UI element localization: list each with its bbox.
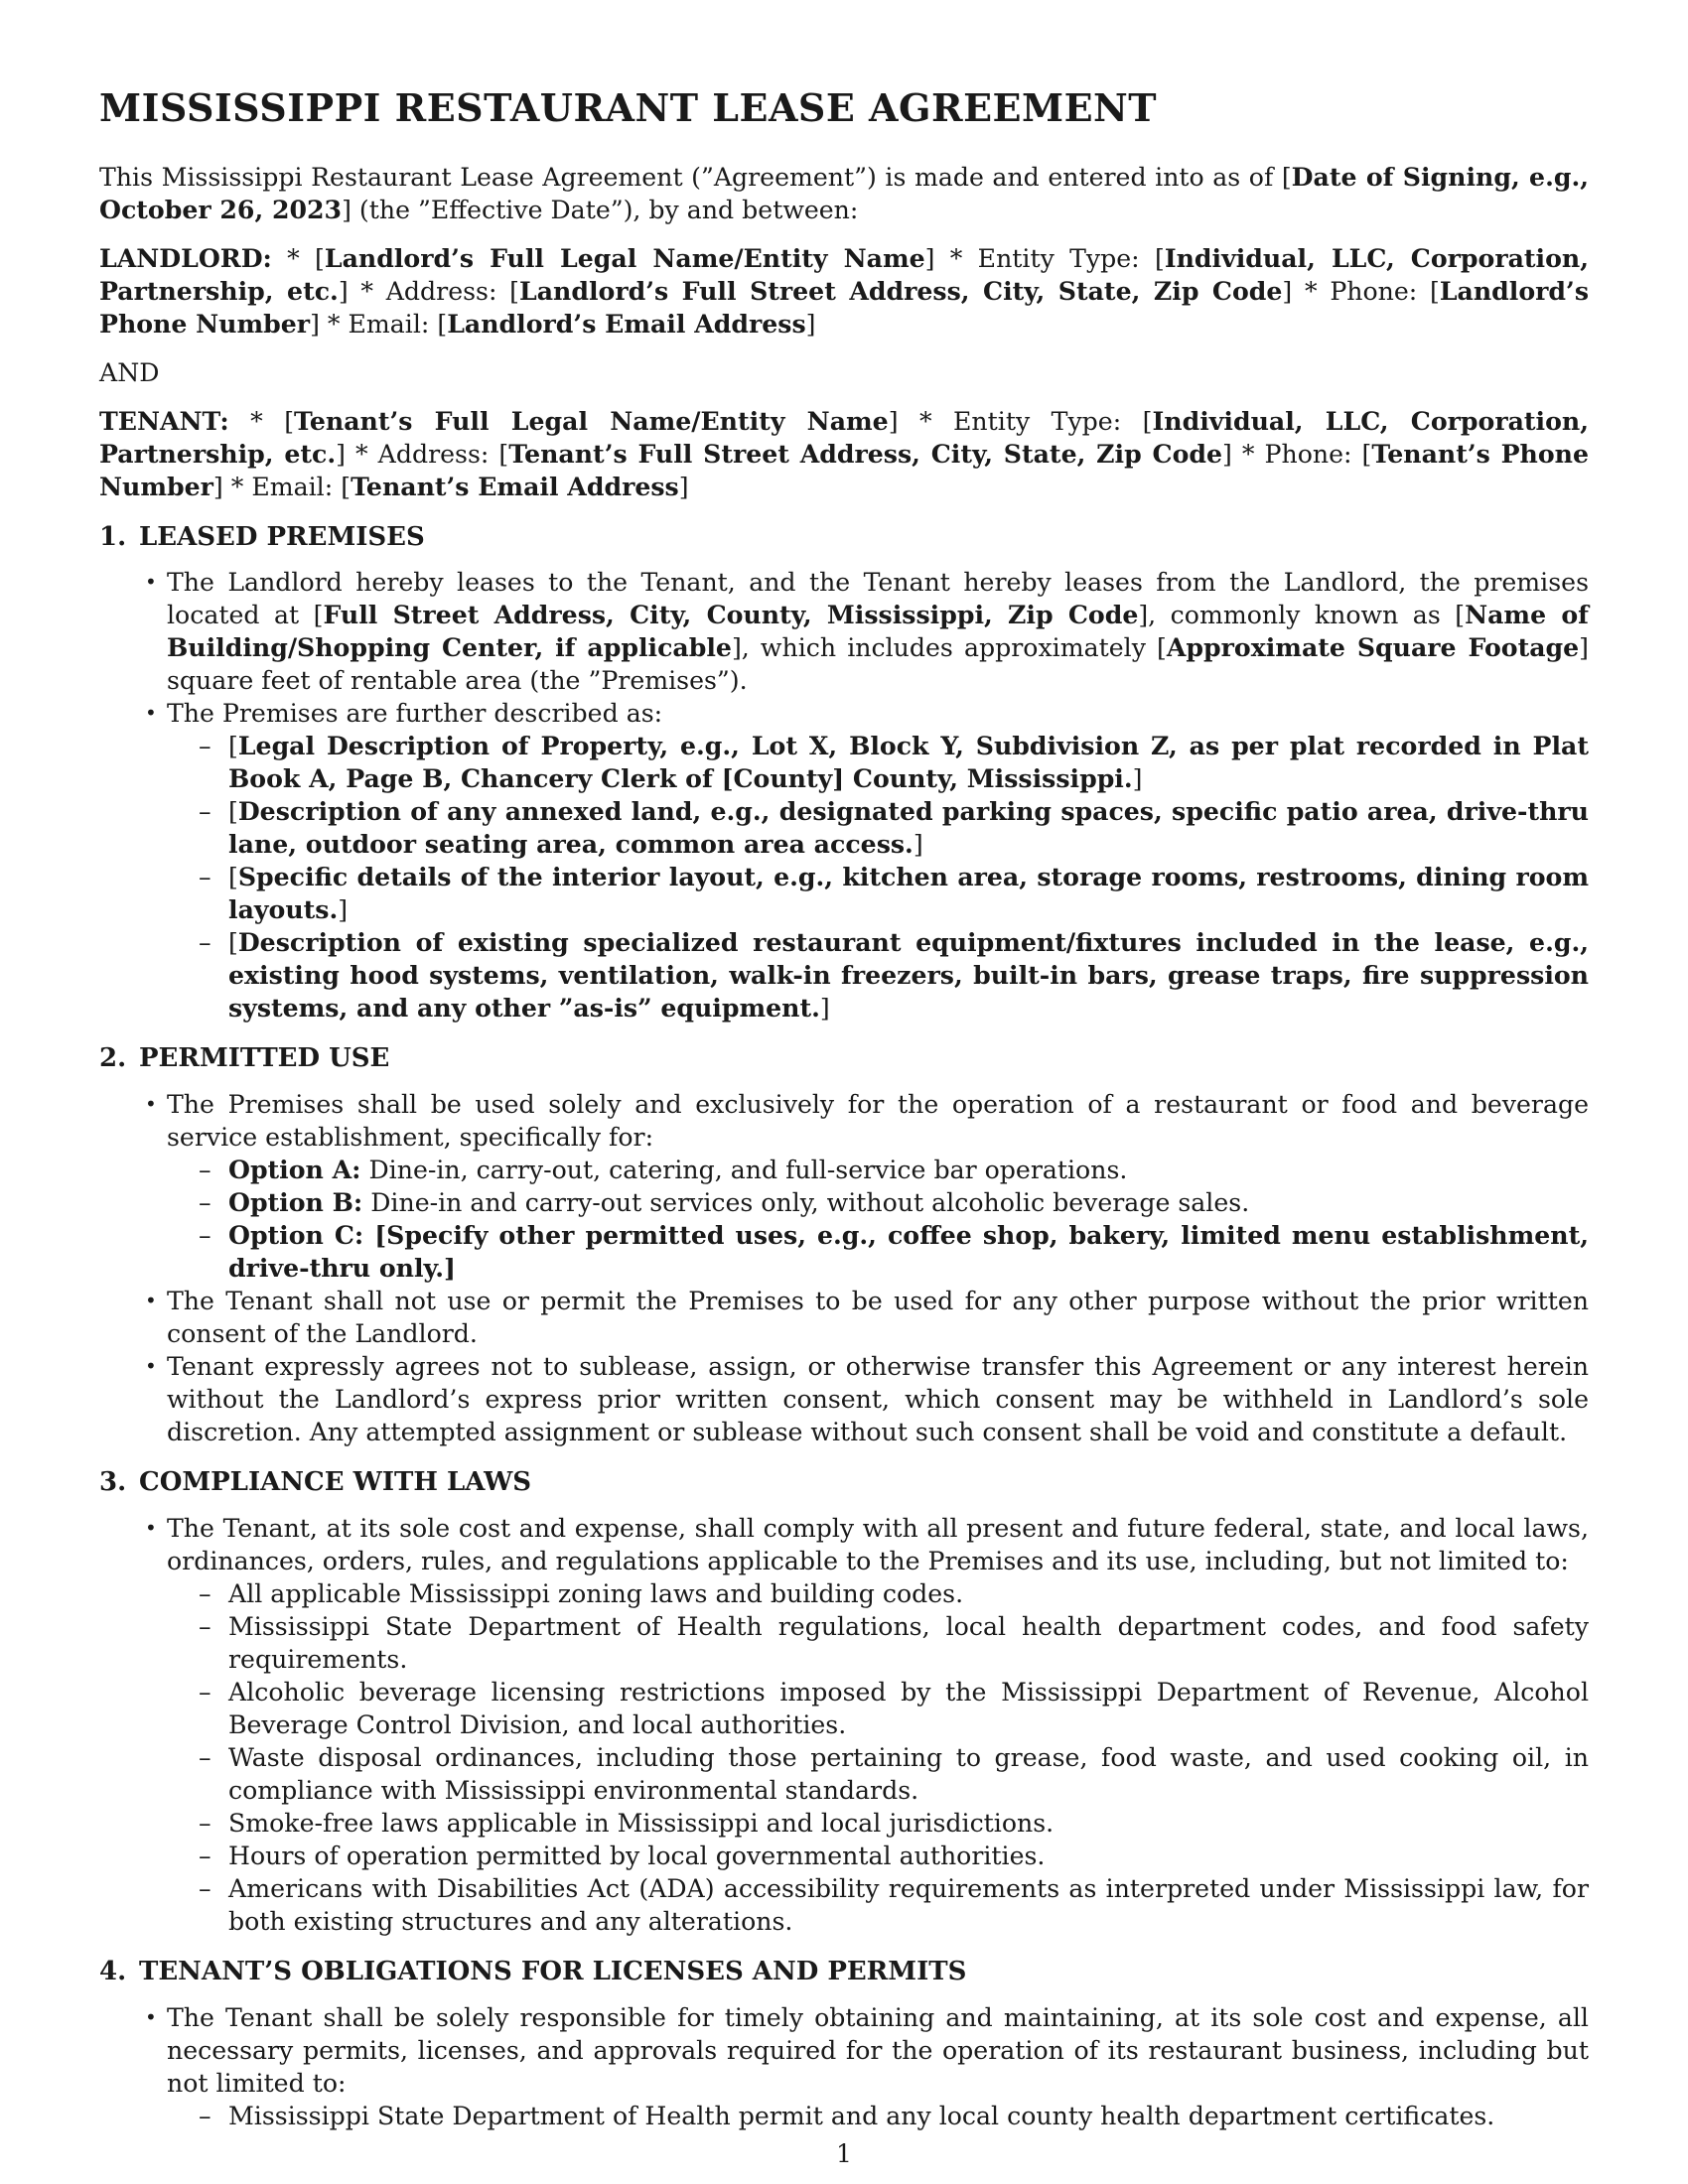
landlord-entity-type: Individual, LLC, Corporation, Partnership, etc. xyxy=(99,242,1590,306)
compliance-items xyxy=(167,1577,1589,1938)
tenant-address: Tenant’s Full Street Address, City, State, Zip Code xyxy=(508,438,1223,469)
list-item: – Hours of operation permitted by local governmental authorities. xyxy=(167,1840,1589,1872)
list-item: – Americans with Disabilities Act (ADA) accessibility requirements as interpreted under Mississippi law, for both existing structures and any alterations. xyxy=(167,1872,1589,1938)
section-heading-compliance: 3. COMPLIANCE WITH LAWS xyxy=(99,1467,532,1498)
intro-paragraph: This Mississippi Restaurant Lease Agreement (”Agreement”) is made and entered into as of [Date of Signing, e.g., October 26, 2023] (the ”Effective Date”), by and between: xyxy=(99,161,1589,224)
list-item: • The Tenant shall be solely responsible for timely obtaining and maintaining, at its sole cost and expense, all necessary permits, licenses, and approvals required for the operation of its restaurant business, including but not limited to: – Mississippi State Department of Health permit and any local county health department certificates. xyxy=(99,2001,1589,2132)
list-item: – [Legal Description of Property, e.g., Lot X, Block Y, Subdivision Z, as per plat recorded in Plat Book A, Page B, Chancery Clerk of [County] County, Mississippi.] xyxy=(167,730,1589,795)
list-item: • The Tenant, at its sole cost and expense, shall comply with all present and future federal, state, and local laws, ordinances, orders, rules, and regulations applicable to the Premises and its use, including, but not limited to: – All applicable Mississippi zoning laws and building codes. – Mississippi State Department of Health regulations, local health department codes, and food safety requirements. – Alcoholic beverage licensing restrictions imposed by the Mississippi Department of Revenue, Alcohol Beverage Control Division, and local authorities. – Waste disposal ordinances, including those pertaining to grease, food waste, and used cooking oil, in compliance with Mississippi environmental standards. – Smoke-free laws applicable in Mississippi and local jurisdictions. – Hours of operation permitted by local governmental authorities. – Americans with Disabilities Act (ADA) accessibility requirements as interpreted under Mississippi law, for both existing structures and any alterations. xyxy=(99,1512,1589,1938)
premises-description-list xyxy=(167,730,1589,1024)
section-heading-permitted-use: 2. PERMITTED USE xyxy=(99,1043,390,1074)
document-title: MISSISSIPPI RESTAURANT LEASE AGREEMENT xyxy=(99,85,1158,130)
section-2-list xyxy=(99,1088,1589,1448)
tenant-label: TENANT: xyxy=(99,405,229,436)
section-3-list xyxy=(99,1512,1589,1938)
tenant-name: Tenant’s Full Legal Name/Entity Name xyxy=(294,405,889,436)
list-item: – [Description of any annexed land, e.g., designated parking spaces, specific patio area, drive-thru lane, outdoor seating area, common area access.] xyxy=(167,795,1589,861)
section-heading-leased-premises: 1. LEASED PREMISES xyxy=(99,521,425,552)
landlord-phone: Landlord’s Phone Number xyxy=(99,275,1589,339)
list-item: – All applicable Mississippi zoning laws and building codes. xyxy=(167,1577,1589,1610)
list-item: – Mississippi State Department of Health regulations, local health department codes, and food safety requirements. xyxy=(167,1610,1589,1676)
landlord-email: Landlord’s Email Address xyxy=(447,308,806,339)
permitted-use-options xyxy=(167,1154,1589,1285)
list-item: • The Tenant shall not use or permit the Premises to be used for any other purpose without the prior written consent of the Landlord. xyxy=(99,1285,1589,1350)
section-1-list xyxy=(99,566,1589,1024)
list-item: – [Specific details of the interior layout, e.g., kitchen area, storage rooms, restrooms, dining room layouts.] xyxy=(167,861,1589,926)
list-item: – Smoke-free laws applicable in Mississippi and local jurisdictions. xyxy=(167,1807,1589,1840)
and-separator: AND xyxy=(99,357,160,387)
list-item: • The Landlord hereby leases to the Tenant, and the Tenant hereby leases from the Landlord, the premises located at [Full Street Address, City, County, Mississippi, Zip Code], commonly known as [Name of Building/Shopping Center, if applicable], which includes approximately [Approximate Square Footage] square feet of rentable area (the ”Premises”). xyxy=(99,566,1589,697)
tenant-email: Tenant’s Email Address xyxy=(351,471,679,501)
list-item: – Mississippi State Department of Health permit and any local county health department certificates. xyxy=(167,2100,1589,2132)
tenant-phone: Tenant’s Phone Number xyxy=(99,438,1589,501)
list-item: – Option A: Dine-in, carry-out, catering, and full-service bar operations. xyxy=(167,1154,1589,1186)
list-item: • The Premises are further described as: – [Legal Description of Property, e.g., Lot X, Block Y, Subdivision Z, as per plat recorded in Plat Book A, Page B, Chancery Clerk of [County] County, Mississippi.] – [Description of any annexed land, e.g., designated parking spaces, specific patio area, drive-thru lane, outdoor seating area, common area access.] – [Specific details of the interior layout, e.g., kitchen area, storage rooms, restrooms, dining room layouts.] – [Description of existing specialized restaurant equipment/fixtures included in the lease, e.g., existing hood systems, ventilation, walk-in freezers, built-in bars, grease traps, fire suppression systems, and any other ”as-is” equipment.] xyxy=(99,697,1589,1024)
landlord-label: LANDLORD: xyxy=(99,242,272,273)
landlord-name: Landlord’s Full Legal Name/Entity Name xyxy=(324,242,925,273)
landlord-block: LANDLORD: * [Landlord’s Full Legal Name/Entity Name] * Entity Type: [Individual, LLC, Corporation, Partnership, etc.] * Address: [Landlord’s Full Street Address, City, State, Zip Code] * Phone: [Landlord’s Phone Number] * Email: [Landlord’s Email Address] xyxy=(99,242,1590,339)
landlord-address: Landlord’s Full Street Address, City, State, Zip Code xyxy=(519,275,1283,306)
section-heading-licenses-permits: 4. TENANT’S OBLIGATIONS FOR LICENSES AND PERMITS xyxy=(99,1956,967,1986)
section-4-list xyxy=(99,2001,1589,2132)
list-item: – Option B: Dine-in and carry-out services only, without alcoholic beverage sales. xyxy=(167,1186,1589,1219)
list-item: – Option C: [Specify other permitted uses, e.g., coffee shop, bakery, limited menu establishment, drive-thru only.] xyxy=(167,1219,1589,1285)
tenant-block: TENANT: * [Tenant’s Full Legal Name/Entity Name] * Entity Type: [Individual, LLC, Corporation, Partnership, etc.] * Address: [Tenant’s Full Street Address, City, State, Zip Code] * Phone: [Tenant’s Phone Number] * Email: [Tenant’s Email Address] xyxy=(99,405,1590,501)
tenant-entity-type: Individual, LLC, Corporation, Partnership, etc. xyxy=(99,405,1590,469)
list-item: – [Description of existing specialized restaurant equipment/fixtures included in the lease, e.g., existing hood systems, ventilation, walk-in freezers, built-in bars, grease traps, fire suppression systems, and any other ”as-is” equipment.] xyxy=(167,926,1589,1024)
license-items xyxy=(167,2100,1589,2132)
page-number: 1 xyxy=(836,2139,852,2168)
list-item: – Alcoholic beverage licensing restrictions imposed by the Mississippi Department of Revenue, Alcohol Beverage Control Division, and local authorities. xyxy=(167,1676,1589,1741)
list-item: • Tenant expressly agrees not to sublease, assign, or otherwise transfer this Agreement or any interest herein without the Landlord’s express prior written consent, which consent may be withheld in Landlord’s sole discretion. Any attempted assignment or sublease without such consent shall be void and constitute a default. xyxy=(99,1350,1589,1448)
list-item: – Waste disposal ordinances, including those pertaining to grease, food waste, and used cooking oil, in compliance with Mississippi environmental standards. xyxy=(167,1741,1589,1807)
list-item: • The Premises shall be used solely and exclusively for the operation of a restaurant or food and beverage service establishment, specifically for: – Option A: Dine-in, carry-out, catering, and full-service bar operations. – Option B: Dine-in and carry-out services only, without alcoholic beverage sales. – Option C: [Specify other permitted uses, e.g., coffee shop, bakery, limited menu establishment, drive-thru only.] xyxy=(99,1088,1589,1285)
signing-date-placeholder: Date of Signing, e.g., October 26, 2023 xyxy=(99,161,1589,224)
